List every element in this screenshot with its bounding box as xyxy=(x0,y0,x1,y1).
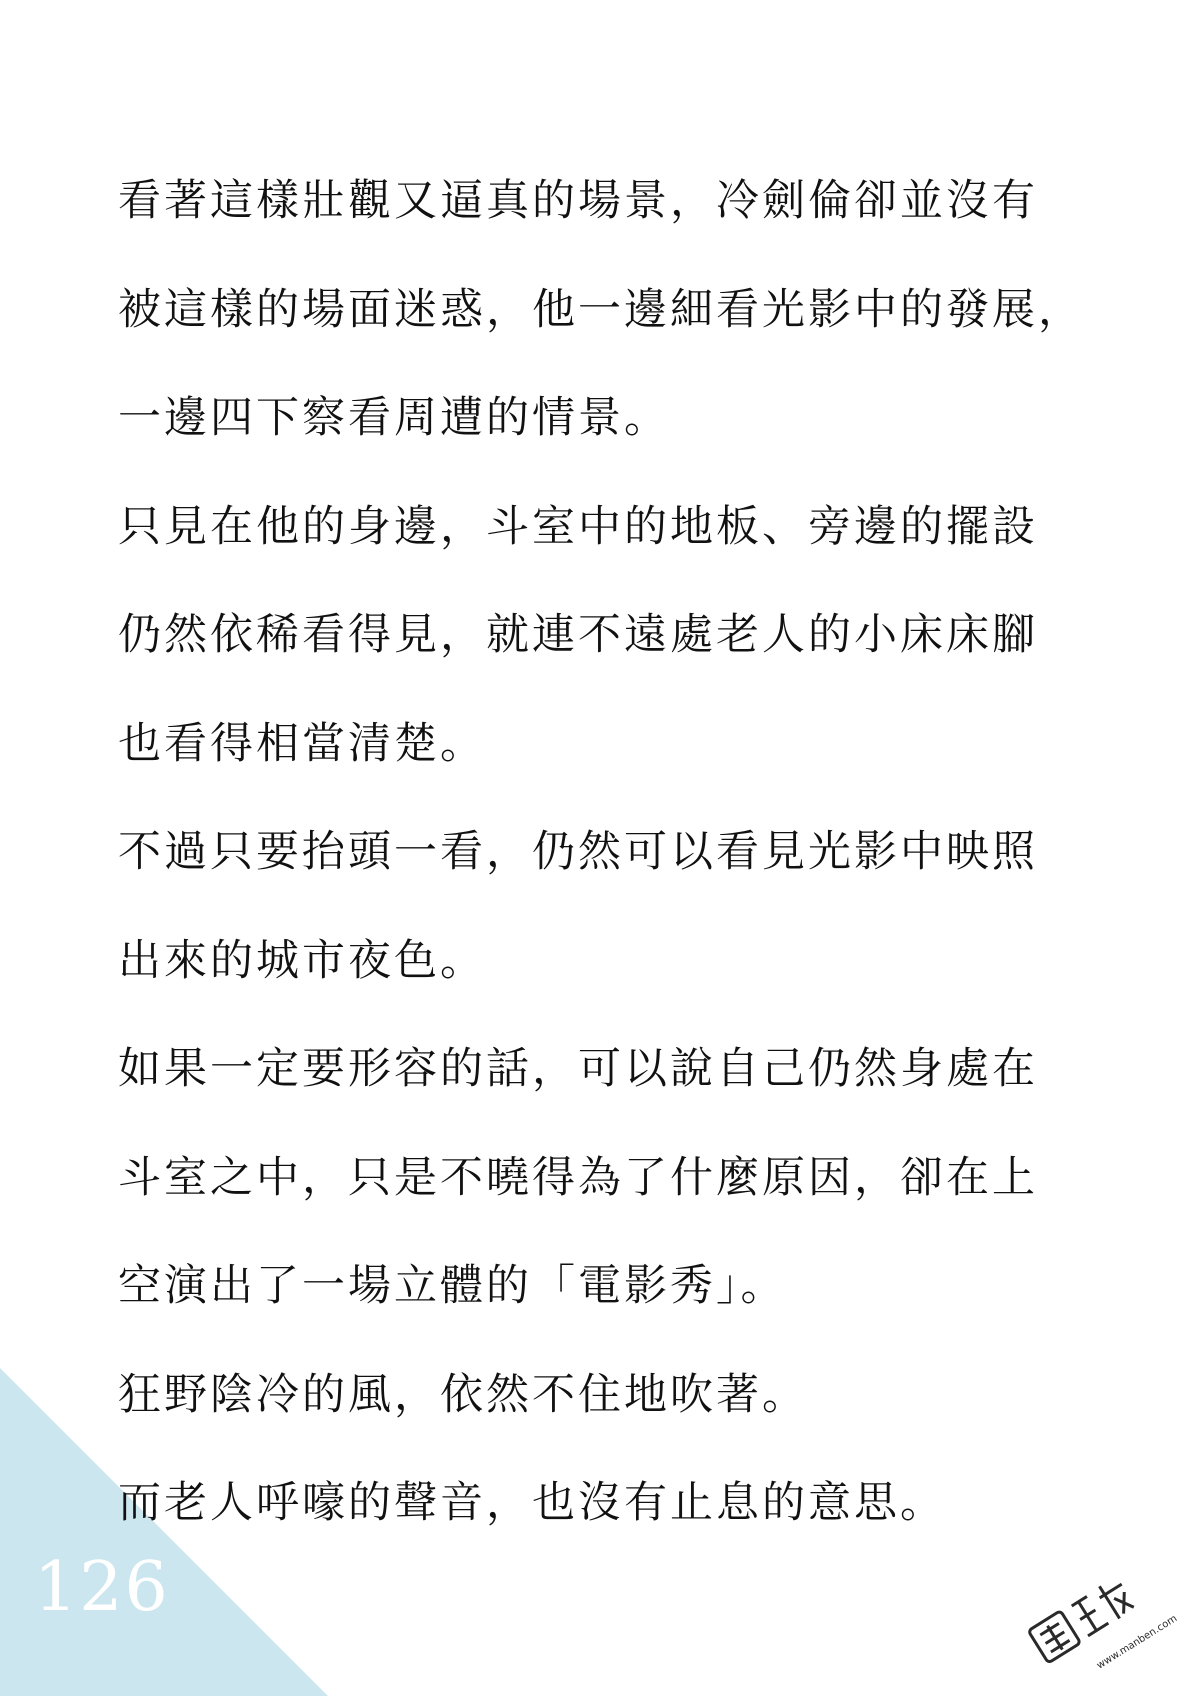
text-line-7: 不過只要抬頭一看，仍然可以看見光影中映照 xyxy=(118,827,1038,877)
text-line-4: 只見在他的身邊，斗室中的地板、旁邊的擺設 xyxy=(118,501,1038,552)
watermark-url: www.manben.com xyxy=(1094,1613,1180,1672)
manben-logo-icon xyxy=(1010,1555,1180,1675)
text-line-12: 狂野陰冷的風，依然不住地吹著。 xyxy=(118,1369,808,1420)
text-line-5: 仍然依稀看得見，就連不遠處老人的小床床腳 xyxy=(118,610,1038,660)
text-line-11: 空演出了一場立體的「電影秀」。 xyxy=(118,1261,787,1311)
text-line-9: 如果一定要形容的話，可以說自己仍然身處在 xyxy=(118,1044,1038,1094)
text-line-2: 被這樣的場面迷惑，他一邊細看光影中的發展， xyxy=(118,284,1084,335)
text-line-3: 一邊四下察看周遭的情景。 xyxy=(118,393,670,443)
page-number: 126 xyxy=(34,1548,170,1627)
text-line-13: 而老人呼嚎的聲音，也沒有止息的意思。 xyxy=(118,1478,946,1528)
text-line-10: 斗室之中，只是不曉得為了什麼原因，卻在上 xyxy=(118,1152,1038,1203)
body-text xyxy=(118,168,1098,1579)
text-line-6: 也看得相當清楚。 xyxy=(118,718,486,769)
text-line-1: 看著這樣壯觀又逼真的場景，冷劍倫卻並沒有 xyxy=(118,176,1038,226)
text-line-8: 出來的城市夜色。 xyxy=(118,935,486,986)
